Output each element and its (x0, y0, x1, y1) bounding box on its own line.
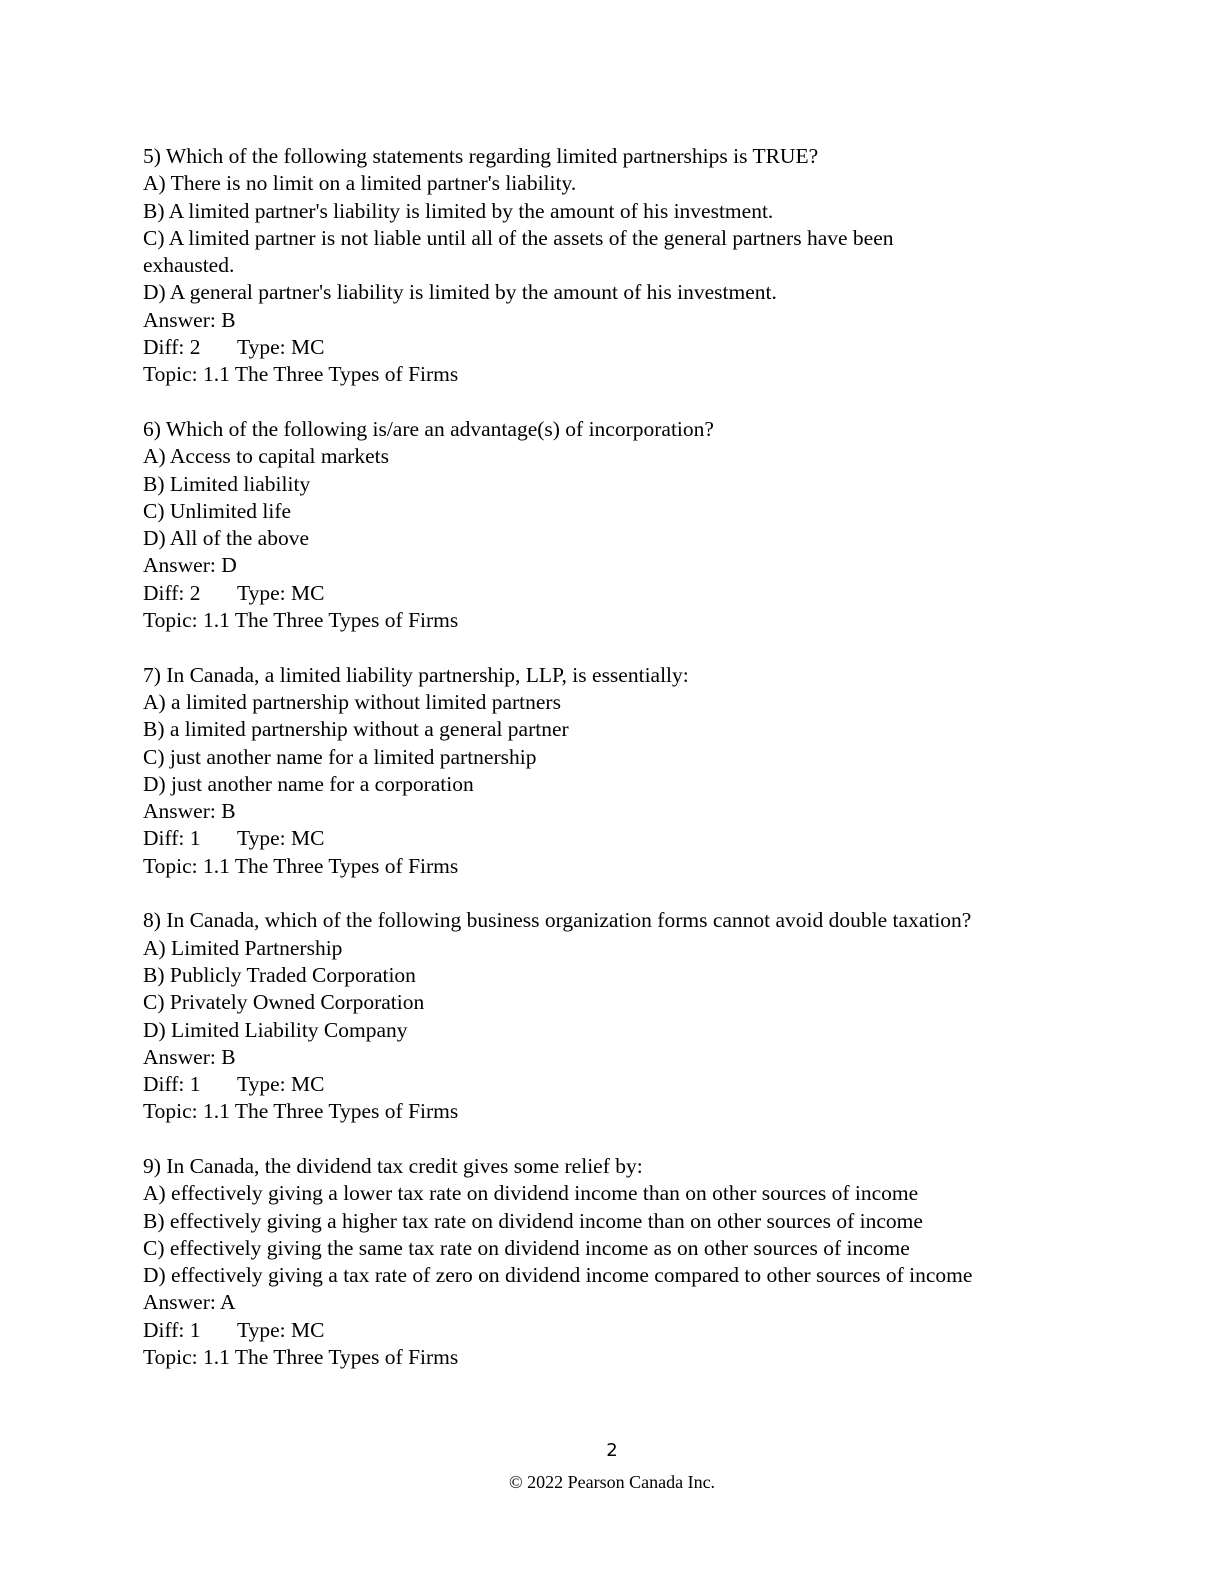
topic: Topic: 1.1 The Three Types of Firms (143, 362, 459, 387)
question-type: Type: MC (237, 580, 325, 605)
answer-option: D) All of the above (143, 526, 309, 551)
answer-option: B) a limited partnership without a general partner (143, 717, 569, 742)
spacer (143, 1126, 972, 1153)
question-type: Type: MC (237, 826, 325, 851)
question-prompt: 6) Which of the following is/are an advantage(s) of incorporation? (143, 416, 714, 441)
question-list (143, 143, 972, 1371)
answer-option: B) Publicly Traded Corporation (143, 962, 416, 987)
question-block (143, 662, 972, 880)
difficulty: Diff: 2 (143, 580, 201, 605)
copyright: © 2022 Pearson Canada Inc. (508, 1472, 716, 1492)
question-prompt: 8) In Canada, which of the following business organization forms cannot avoid double taxation? (143, 908, 972, 933)
answer-option: C) Unlimited life (143, 498, 292, 523)
topic: Topic: 1.1 The Three Types of Firms (143, 1099, 459, 1124)
answer-option: A) There is no limit on a limited partner's liability. (143, 171, 577, 196)
answer-option: C) Privately Owned Corporation (143, 990, 425, 1015)
answer-option: A) effectively giving a lower tax rate on dividend income than on other sources of income (143, 1181, 919, 1206)
answer-option: D) Limited Liability Company (143, 1017, 408, 1042)
difficulty: Diff: 2 (143, 335, 201, 360)
answer-key: Answer: B (143, 1044, 236, 1069)
answer-option: A) a limited partnership without limited partners (143, 689, 561, 714)
difficulty-type-line (143, 1317, 972, 1344)
difficulty: Diff: 1 (143, 1072, 201, 1097)
question-type: Type: MC (237, 1072, 325, 1097)
question-type: Type: MC (237, 335, 325, 360)
answer-key: Answer: B (143, 799, 236, 824)
answer-key: Answer: D (143, 553, 237, 578)
difficulty: Diff: 1 (143, 1317, 201, 1342)
question-block (143, 143, 972, 389)
answer-option: D) just another name for a corporation (143, 771, 474, 796)
question-block (143, 416, 972, 634)
answer-option: D) effectively giving a tax rate of zero on dividend income compared to other sources of income (143, 1263, 973, 1288)
answer-option: C) effectively giving the same tax rate on dividend income as on other sources of income (143, 1235, 910, 1260)
topic: Topic: 1.1 The Three Types of Firms (143, 608, 459, 633)
answer-option: C) A limited partner is not liable until all of the assets of the general partners have been (143, 225, 894, 250)
answer-key: Answer: B (143, 307, 236, 332)
answer-key: Answer: A (143, 1290, 236, 1315)
answer-option: D) A general partner's liability is limited by the amount of his investment. (143, 280, 777, 305)
answer-option: C) just another name for a limited partnership (143, 744, 537, 769)
difficulty-type-line (143, 1071, 972, 1098)
page-number: 2 (606, 1440, 618, 1461)
question-prompt: 5) Which of the following statements regarding limited partnerships is TRUE? (143, 144, 819, 168)
difficulty: Diff: 1 (143, 826, 201, 851)
topic: Topic: 1.1 The Three Types of Firms (143, 853, 459, 878)
question-prompt: 9) In Canada, the dividend tax credit gives some relief by: (143, 1153, 643, 1178)
answer-option: B) A limited partner's liability is limited by the amount of his investment. (143, 198, 774, 223)
difficulty-type-line (143, 580, 972, 607)
topic: Topic: 1.1 The Three Types of Firms (143, 1345, 459, 1370)
spacer (143, 880, 972, 907)
answer-option: A) Limited Partnership (143, 935, 343, 960)
difficulty-type-line (143, 334, 972, 361)
difficulty-type-line (143, 825, 972, 852)
question-type: Type: MC (237, 1317, 325, 1342)
answer-option: B) Limited liability (143, 471, 311, 496)
question-block (143, 1153, 972, 1371)
answer-option: B) effectively giving a higher tax rate on dividend income than on other sources of income (143, 1208, 923, 1233)
spacer (143, 634, 972, 661)
answer-option: A) Access to capital markets (143, 444, 389, 469)
answer-option-continuation: exhausted. (143, 253, 235, 278)
spacer (143, 389, 972, 416)
question-block (143, 907, 972, 1125)
question-prompt: 7) In Canada, a limited liability partnership, LLP, is essentially: (143, 662, 689, 687)
